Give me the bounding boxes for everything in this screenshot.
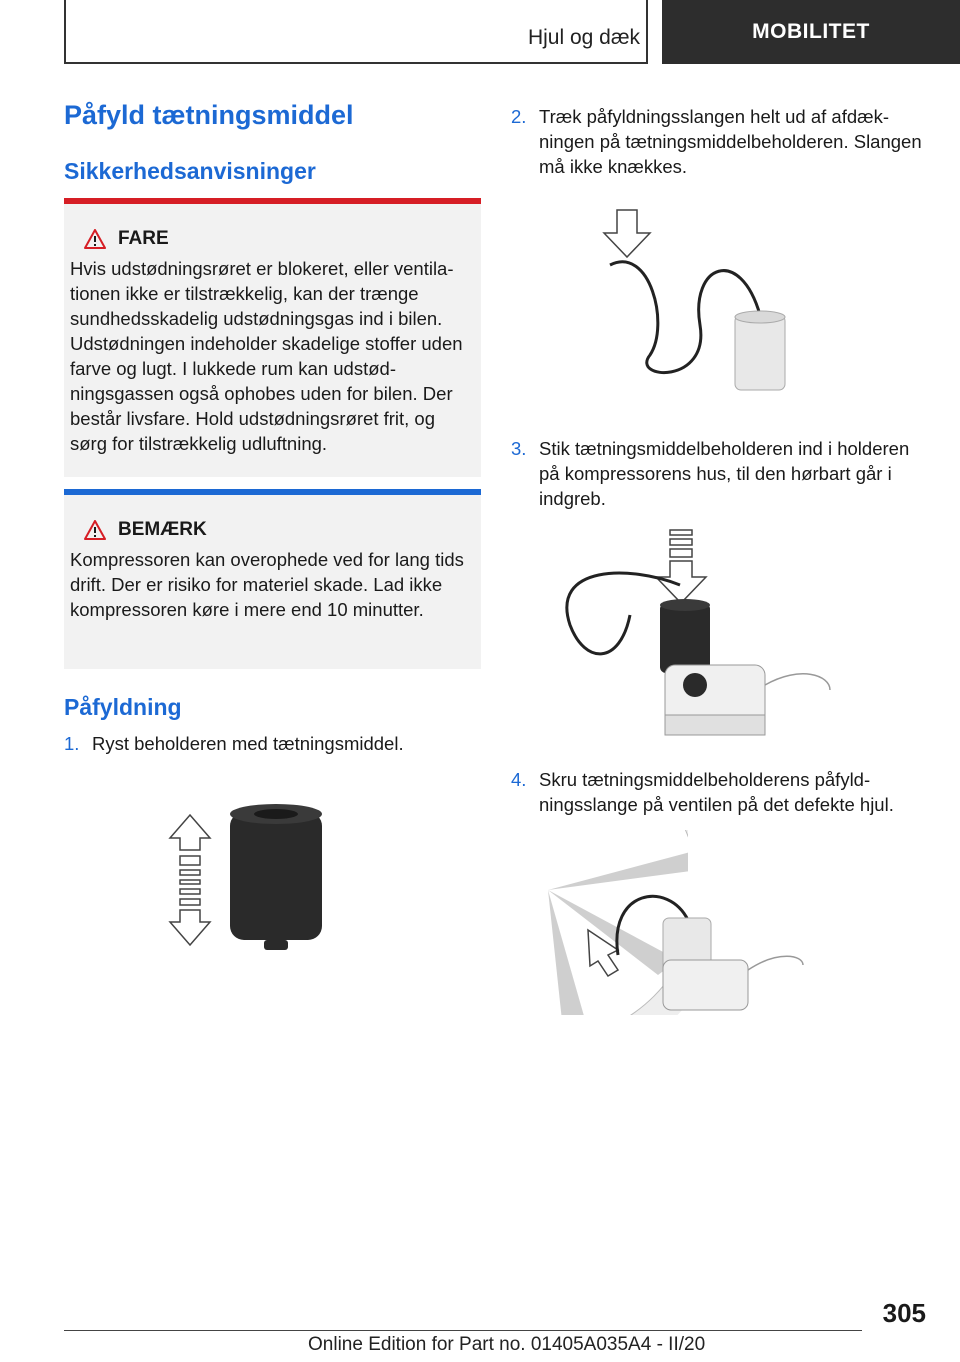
insert-container-illustration [530,525,840,740]
power-cable [765,674,830,690]
step-number: 3. [511,438,527,459]
step-number: 2. [511,106,527,127]
page-title: Påfyld tætningsmiddel [64,100,354,130]
double-arrow-icon [170,815,210,945]
step-number: 4. [511,769,527,790]
header-section-title: Hjul og dæk [527,26,640,49]
notice-title [84,519,473,541]
notice-box [64,489,481,669]
page-number: 305 [882,1298,926,1328]
step-text: Stik tætningsmiddelbeholderen ind i holderen på kompressorens hus, til den hørbart går i indgreb. [539,438,910,509]
danger-label: FARE [118,228,169,249]
step-4 [511,767,931,817]
sealant-container-icon [230,804,322,950]
step-2 [511,104,931,179]
step-3 [511,436,931,511]
edition-info: Online Edition for Part no. 01405A035A4 - II/20 [308,1334,706,1355]
pull-hose-illustration [590,205,800,395]
step-text: Skru tætningsmiddelbeholderens påfyldningsslange på ventilen på det defekte hjul. [539,769,894,815]
danger-text: Hvis udstødningsrøret er blokeret, eller ventilationen ikke er tilstrækkelig, kan der trænge sundhedsskadelig udstødningsgas ind i bilen. Udstødningen indeholder skadelige stoffer uden farve og lugt. I lukkede rum kan udstødningsgassen også ophobes uden for bilen. Der består livsfare. Hold udstødningsrøret frit, og sørg for tilstrækkelig udluftning. [70,258,463,454]
shake-container-illustration [160,800,340,960]
danger-title [84,228,473,250]
warning-triangle-icon [84,229,106,249]
compressor-icon [663,960,748,1010]
safety-heading: Sikkerhedsanvisninger [64,158,316,184]
header-chapter-tab: MOBILITET [662,0,960,64]
down-arrow-icon [604,210,650,257]
sealant-container-icon [735,311,785,390]
step-text: Ryst beholderen med tætningsmiddel. [92,733,404,754]
notice-text: Kompressoren kan overophede ved for lang tids drift. Der er risiko for materiel skade. Lad ikke kompressoren køre i mere end 10 minutter. [70,549,464,620]
step-text: Træk påfyldningsslangen helt ud af afdækningen på tætningsmiddelbeholderen. Slangen må ikke knækkes. [539,106,922,177]
step-1 [64,731,481,756]
footer-divider [64,1330,862,1331]
sealant-container-icon [660,599,710,673]
danger-box [64,198,481,477]
notice-label: BEMÆRK [118,519,207,540]
down-arrow-icon [656,530,706,603]
power-cable [748,956,803,970]
filling-heading: Påfyldning [64,694,182,720]
connect-wheel-illustration [508,830,808,1015]
warning-triangle-icon [84,520,106,540]
compressor-icon [665,665,765,735]
step-number: 1. [64,733,80,754]
